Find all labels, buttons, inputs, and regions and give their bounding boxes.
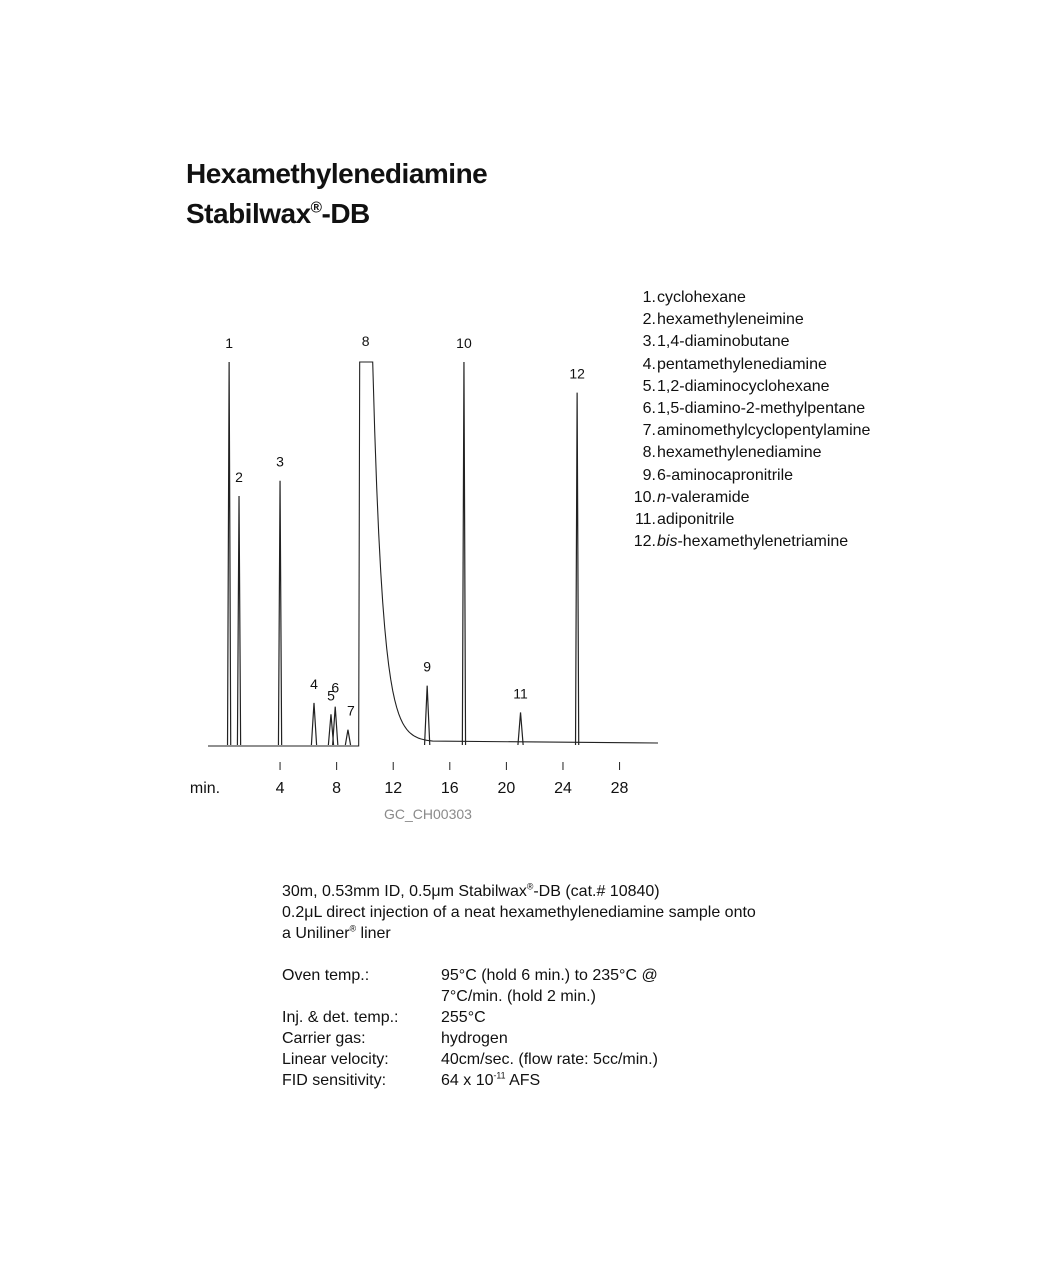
micro-symbol: μ xyxy=(431,883,441,900)
peak-2 xyxy=(237,496,240,745)
peak-label: 4 xyxy=(310,675,318,692)
x-axis-tick-label: 24 xyxy=(554,780,572,797)
peak-6 xyxy=(333,707,338,745)
legend-number: 1. xyxy=(642,289,656,306)
legend-compound: cyclohexane xyxy=(657,289,746,306)
param-row-oven-cont xyxy=(282,986,658,1007)
peak-label: 8 xyxy=(361,333,370,349)
peak-12 xyxy=(576,393,579,745)
legend-compound: 1,2-diaminocyclohexane xyxy=(657,377,830,395)
legend-item xyxy=(620,333,920,355)
peak-4 xyxy=(311,703,316,745)
param-row-velocity xyxy=(282,1049,658,1070)
legend-compound: 1,5-diamino-2-methylpentane xyxy=(657,399,866,417)
peak-10 xyxy=(462,362,465,745)
param-label: Oven temp.: xyxy=(282,967,370,984)
gc-parameters xyxy=(282,965,658,1091)
legend-item xyxy=(620,289,920,311)
legend-item xyxy=(620,511,920,533)
legend-compound: pentamethylenediamine xyxy=(657,355,827,373)
peak-label: 5 xyxy=(327,687,335,704)
peak-label: 7 xyxy=(347,702,355,719)
peak-7 xyxy=(345,730,350,745)
injection-line xyxy=(282,902,756,923)
injection-a: 0.2 xyxy=(282,904,305,921)
column-conditions xyxy=(282,881,756,944)
x-axis-tick-label: 12 xyxy=(384,780,403,797)
legend-compound: hexamethylenediamine xyxy=(657,444,822,462)
x-axis-tick-label: 28 xyxy=(610,780,629,797)
x-axis-tick-label: 16 xyxy=(440,780,459,797)
legend-number: 5. xyxy=(642,377,656,395)
legend-number: 8. xyxy=(642,444,656,462)
param-label: FID sensitivity: xyxy=(282,1072,387,1089)
param-label: Inj. & det. temp.: xyxy=(282,1009,399,1026)
legend-item xyxy=(620,378,920,400)
param-value xyxy=(441,1070,540,1091)
peak-label: 1 xyxy=(225,335,234,351)
legend-item xyxy=(620,467,920,489)
liner-a: a Uniliner xyxy=(282,925,350,942)
legend-number: 3. xyxy=(642,333,656,351)
registered-mark: ® xyxy=(349,923,357,934)
legend-number: 10. xyxy=(633,488,656,506)
peak-label: 10 xyxy=(456,335,472,351)
column-spec-c: -DB (cat.# 10840) xyxy=(533,883,660,900)
micro-symbol: μ xyxy=(304,904,314,921)
param-label: Linear velocity: xyxy=(282,1051,389,1068)
page-title: Hexamethylenediamine xyxy=(186,158,488,189)
legend-compound: aminomethylcyclopentylamine xyxy=(657,422,871,440)
legend-item xyxy=(620,356,920,378)
peak-label: 2 xyxy=(235,469,243,486)
legend-number: 12. xyxy=(633,533,656,551)
fid-value-a: 64 x 10 xyxy=(441,1072,494,1089)
peak-3 xyxy=(278,481,281,745)
column-spec-a: 30m, 0.53mm ID, 0.5 xyxy=(282,883,432,900)
legend-number: 4. xyxy=(642,355,656,373)
fid-exponent: -11 xyxy=(493,1070,506,1081)
param-value: 95°C (hold 6 min.) to 235°C @ xyxy=(441,967,658,984)
legend-item xyxy=(620,489,920,511)
peak-label: 6 xyxy=(331,679,340,696)
x-axis-label: min. xyxy=(189,780,221,797)
param-row-carrier xyxy=(282,1028,658,1049)
param-row-inj xyxy=(282,1007,658,1028)
injection-b: L direct injection of a neat hexamethylenediamine sample onto xyxy=(313,904,756,921)
x-axis-tick-label: 4 xyxy=(275,780,285,797)
registered-mark: ® xyxy=(526,881,534,892)
legend-item xyxy=(620,533,920,555)
param-row-fid xyxy=(282,1070,658,1091)
legend-item xyxy=(620,400,920,422)
fid-value-b: AFS xyxy=(505,1072,541,1089)
chart-code: GC_CH00303 xyxy=(384,806,472,822)
legend-item xyxy=(620,444,920,466)
column-spec-line xyxy=(282,881,756,902)
peak-label: 9 xyxy=(423,658,432,675)
param-value: 40cm/sec. (flow rate: 5cc/min.) xyxy=(441,1051,658,1068)
param-value: 255°C xyxy=(441,1009,486,1026)
legend-compound: adiponitrile xyxy=(657,510,735,528)
peak-label: 3 xyxy=(276,453,284,470)
legend-compound: 6-aminocapronitrile xyxy=(657,466,794,484)
column-title-main: Stabilwax xyxy=(186,198,311,229)
peak-1 xyxy=(228,362,231,745)
column-spec-b: m Stabilwax xyxy=(440,883,527,900)
legend-number: 2. xyxy=(642,311,656,329)
legend-compound: hexamethyleneimine xyxy=(657,311,804,329)
legend-number: 7. xyxy=(642,422,656,440)
chromatogram-baseline xyxy=(208,362,658,746)
peak-11 xyxy=(518,712,523,745)
liner-line xyxy=(282,923,756,944)
peak-label: 12 xyxy=(569,365,585,382)
legend-item xyxy=(620,422,920,444)
x-axis-tick-label: 20 xyxy=(497,780,516,797)
peak-label: 11 xyxy=(513,685,528,702)
param-value: hydrogen xyxy=(441,1030,508,1047)
legend-number: 6. xyxy=(642,399,656,417)
column-title-tail: -DB xyxy=(321,198,370,229)
legend-compound: bis-hexamethylenetriamine xyxy=(657,533,849,551)
param-value: 7°C/min. (hold 2 min.) xyxy=(441,988,596,1005)
legend-item xyxy=(620,311,920,333)
x-axis-tick-label: 8 xyxy=(332,780,342,797)
param-row-oven xyxy=(282,965,658,986)
legend-compound: n-valeramide xyxy=(657,488,750,506)
legend-number: 11. xyxy=(634,510,656,528)
legend-compound: 1,4-diaminobutane xyxy=(657,333,790,351)
peak-legend xyxy=(620,289,920,555)
liner-b: liner xyxy=(356,925,391,942)
param-label: Carrier gas: xyxy=(282,1030,366,1047)
param-label-empty xyxy=(282,986,441,1007)
peak-9 xyxy=(425,686,430,745)
registered-mark: ® xyxy=(310,199,322,217)
legend-number: 9. xyxy=(642,466,656,484)
